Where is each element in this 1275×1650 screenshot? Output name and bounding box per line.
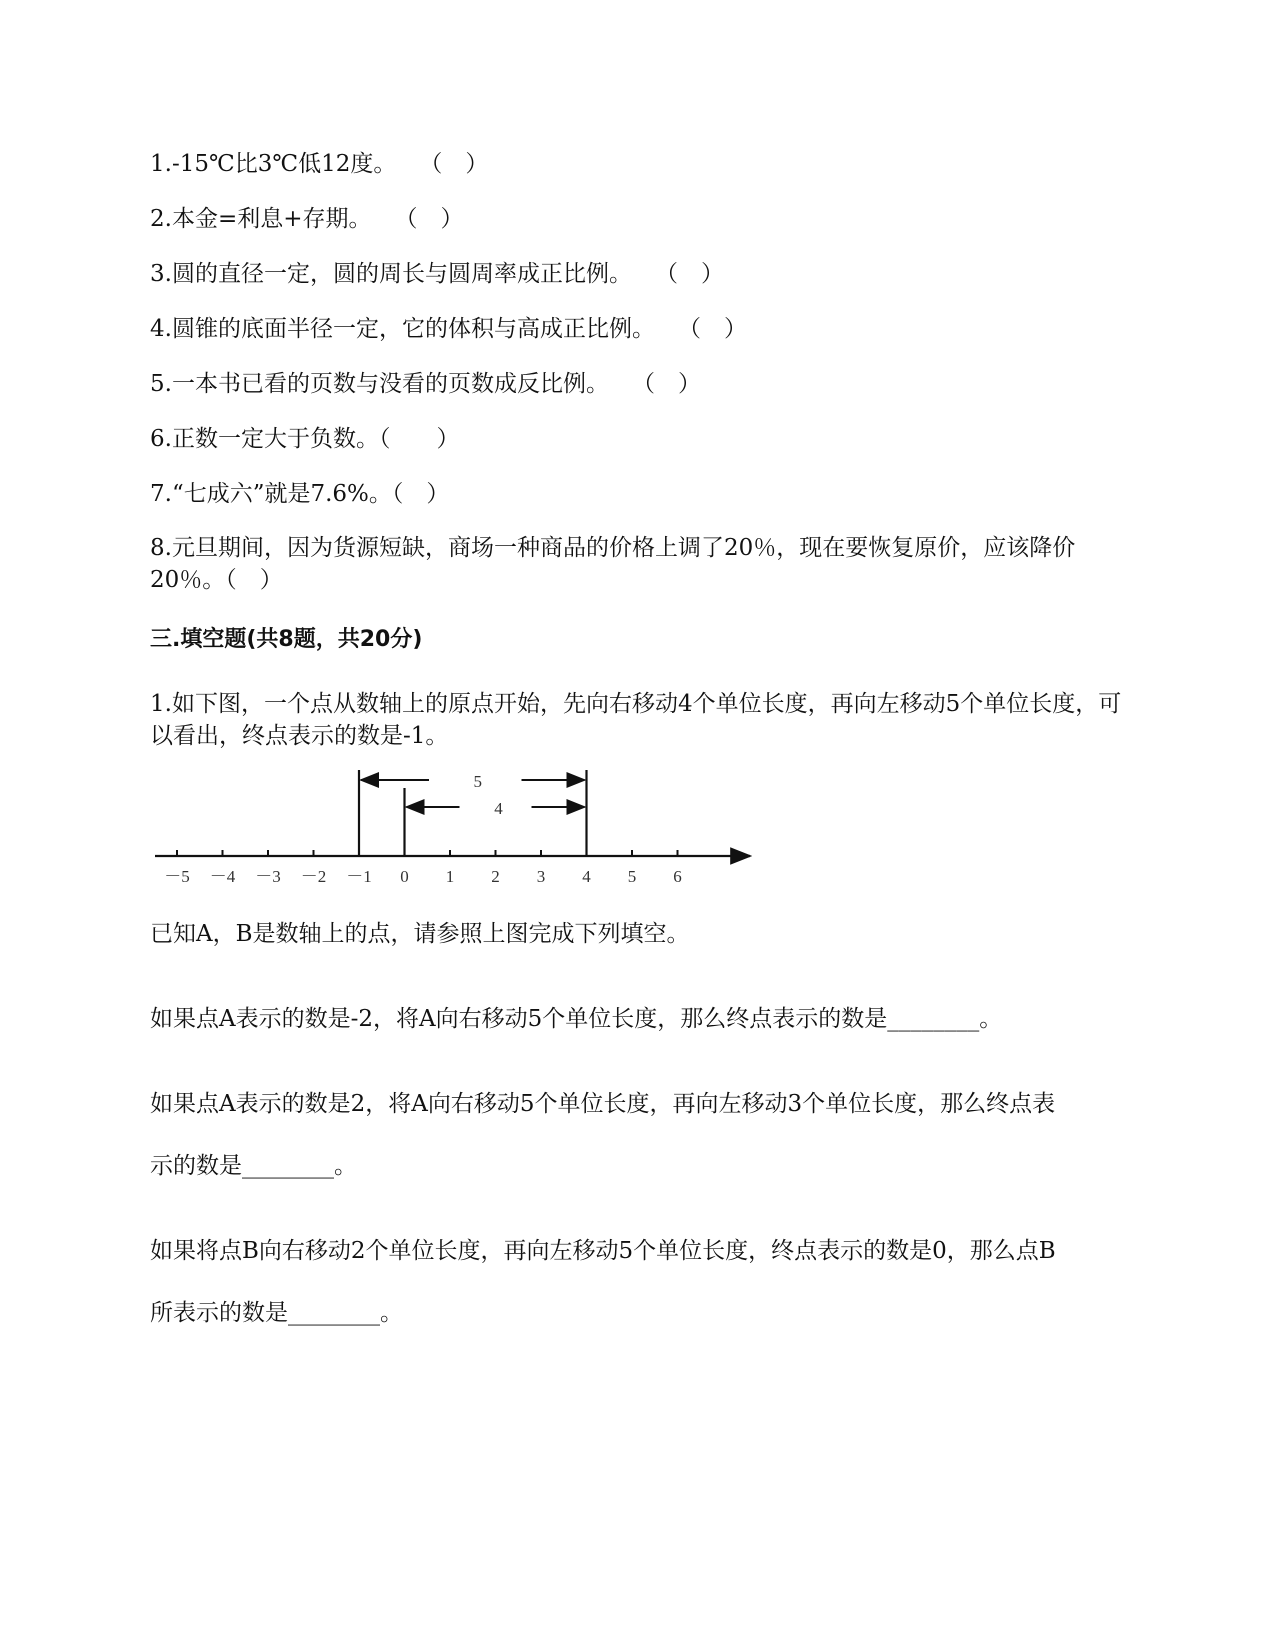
fill-sub2-line2: 示的数是________。 xyxy=(150,1153,357,1179)
move-left-label: 5 xyxy=(473,772,482,791)
tick-label: 6 xyxy=(673,867,682,886)
number-line-diagram xyxy=(150,760,770,900)
fill-sub2-line1: 如果点A表示的数是2，将A向右移动5个单位长度，再向左移动3个单位长度，那么终点表 xyxy=(150,1091,1056,1117)
fill-q1-intro: 1.如下图，一个点从数轴上的原点开始，先向右移动4个单位长度，再向左移动5个单位长度，可以看出，终点表示的数是-1。 xyxy=(150,691,1122,749)
judgement-q1: 1.-15℃比3℃低12度。 （ ） xyxy=(150,151,489,177)
tick-label: 1 xyxy=(445,867,455,886)
judgement-q7: 7.“七成六”就是7.6%。（ ） xyxy=(150,481,450,507)
tick-label: 2 xyxy=(491,867,500,886)
tick-label: 3 xyxy=(536,867,546,886)
judgement-q5: 5.一本书已看的页数与没看的页数成反比例。 （ ） xyxy=(150,371,701,397)
fill-sub1: 如果点A表示的数是-2，将A向右移动5个单位长度，那么终点表示的数是________。 xyxy=(150,1006,1003,1032)
tick-label: 0 xyxy=(400,867,409,886)
tick-label: －2 xyxy=(300,867,327,886)
fill-sub3-line1: 如果将点B向右移动2个单位长度，再向左移动5个单位长度，终点表示的数是0，那么点B xyxy=(150,1238,1056,1264)
section-heading: 三.填空题(共8题，共20分) xyxy=(150,627,423,652)
tick-label: 4 xyxy=(582,867,591,886)
fill-known: 已知A，B是数轴上的点，请参照上图完成下列填空。 xyxy=(150,921,690,947)
tick-label: －3 xyxy=(255,867,281,886)
tick-label: 5 xyxy=(627,867,637,886)
tick-label: －4 xyxy=(209,867,236,886)
judgement-q6: 6.正数一定大于负数。（ ） xyxy=(150,426,460,452)
move-right-label: 4 xyxy=(494,799,503,818)
fill-sub3-line2: 所表示的数是________。 xyxy=(150,1300,403,1326)
judgement-q4: 4.圆锥的底面半径一定，它的体积与高成正比例。 （ ） xyxy=(150,316,747,342)
tick-label: －5 xyxy=(164,867,190,886)
tick-label: －1 xyxy=(346,867,372,886)
judgement-q8: 8.元旦期间，因为货源短缺，商场一种商品的价格上调了20％，现在要恢复原价，应该降价20％。（ ） xyxy=(150,535,1076,593)
judgement-q2: 2.本金=利息+存期。 （ ） xyxy=(150,206,464,232)
judgement-q3: 3.圆的直径一定，圆的周长与圆周率成正比例。 （ ） xyxy=(150,261,724,287)
